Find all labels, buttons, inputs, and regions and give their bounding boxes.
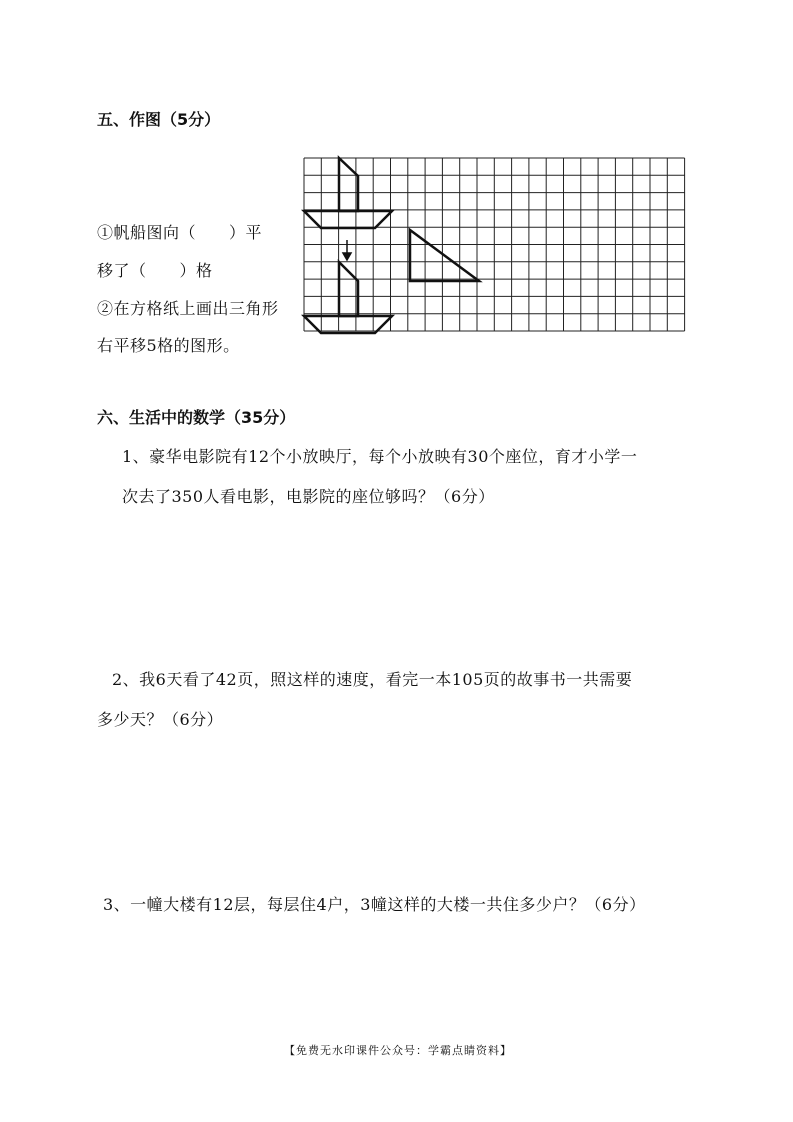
- problem-3-line1: 3、一幢大楼有12层，每层住4户，3幢这样的大楼一共住多少户？（6分）: [103, 895, 646, 914]
- move-arrow: [343, 240, 351, 260]
- problem-1-line1: 1、豪华电影院有12个小放映厅，每个小放映有30个座位，育才小学一: [122, 447, 638, 466]
- grid-lines: [304, 158, 685, 331]
- sailboat-bottom-hull: [304, 316, 392, 333]
- q1-line2: 移了（ ）格: [97, 261, 213, 280]
- q1-line1: ①帆船图向（ ）平: [97, 223, 263, 242]
- footer-note: 【免费无水印课件公众号：学霸点睛资料】: [284, 1044, 512, 1057]
- problem-2-line1: 2、我6天看了42页，照这样的速度，看完一本105页的故事书一共需要: [112, 670, 633, 689]
- sailboat-bottom: [304, 262, 392, 333]
- section-6-title: 六、生活中的数学（35分）: [97, 408, 296, 427]
- problem-1-line2: 次去了350人看电影，电影院的座位够吗？（6分）: [122, 487, 495, 506]
- q2-line2: 右平移5格的图形。: [97, 336, 240, 355]
- problem-2-line2: 多少天？（6分）: [97, 710, 224, 729]
- q2-line1: ②在方格纸上画出三角形: [97, 299, 279, 318]
- section-5-title: 五、作图（5分）: [97, 110, 221, 129]
- triangle-shape: [410, 230, 479, 281]
- arrow-head: [343, 253, 351, 260]
- sailboat-top-hull: [304, 211, 392, 228]
- sailboat-bottom-sail: [339, 262, 358, 316]
- sailboat-top-sail: [339, 158, 358, 211]
